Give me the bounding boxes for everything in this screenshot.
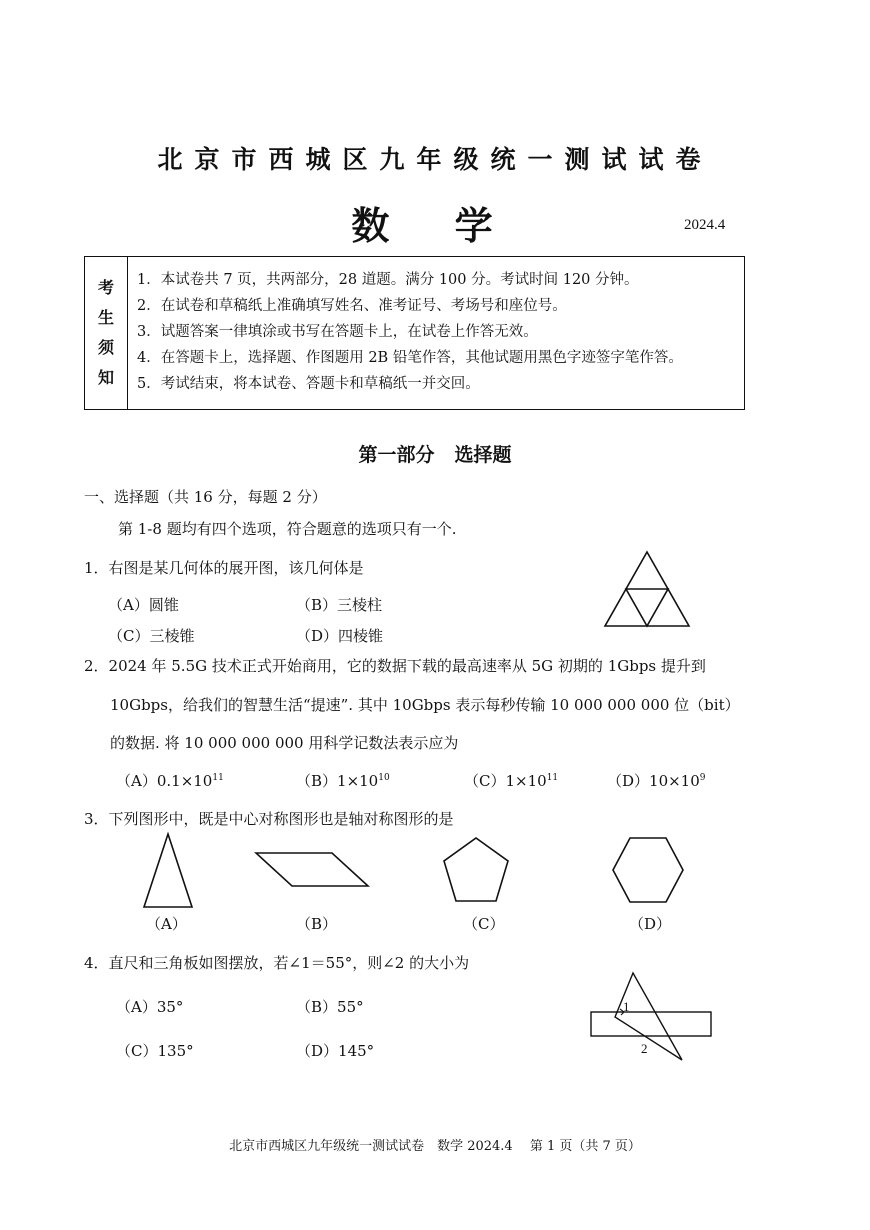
notice-items: [137, 267, 683, 397]
option-label: （B）: [296, 772, 338, 790]
q2-line-2: 10Gbps，给我们的智慧生活“提速”. 其中 10Gbps 表示每秒传输 10 000 000 000 位（bit）: [110, 696, 740, 714]
q2-line-3: 的数据. 将 10 000 000 000 用科学记数法表示应为: [110, 734, 459, 752]
section-instruction: 第 1-8 题均有四个选项，符合题意的选项只有一个.: [118, 520, 457, 538]
option-label: （D）: [607, 772, 650, 790]
option-exponent: 10: [378, 773, 390, 783]
q1-option-d: （D）四棱锥: [296, 627, 384, 645]
notice-item: 5．考试结束，将本试卷、答题卡和草稿纸一并交回。: [137, 376, 480, 392]
angle-1-label: 1: [623, 999, 630, 1014]
q2-option-d: [607, 770, 706, 791]
q3-hexagon-figure: [610, 835, 686, 905]
notice-label-char: 生: [97, 308, 114, 327]
q1-stem: 1．右图是某几何体的展开图，该几何体是: [84, 559, 364, 577]
notice-item: 4．在答题卡上，选择题、作图题用 2B 铅笔作答，其他试题用黑色字迹签字笔作答。: [137, 350, 683, 366]
notice-label-char: 知: [97, 368, 114, 387]
q1-option-b: （B）三棱柱: [296, 596, 383, 614]
q3-parallelogram-figure: [252, 850, 372, 890]
q3-label-c: （C）: [463, 915, 505, 933]
q4-option-b: （B）55°: [296, 998, 364, 1016]
notice-label: [85, 257, 128, 409]
q4-stem: 4．直尺和三角板如图摆放，若∠1＝55°，则∠2 的大小为: [84, 954, 470, 972]
notice-item: 2．在试卷和草稿纸上准确填写姓名、准考证号、考场号和座位号。: [137, 298, 567, 314]
option-exponent: 11: [212, 773, 224, 783]
notice-label-char: 考: [97, 278, 114, 297]
option-base: 1×10: [337, 772, 379, 790]
exam-title: 北京市西城区九年级统一测试试卷: [157, 145, 713, 174]
q3-label-d: （D）: [629, 915, 672, 933]
q1-option-a: （A）圆锥: [108, 596, 179, 614]
page-footer: 北京市西城区九年级统一测试试卷 数学 2024.4 第 1 页（共 7 页）: [229, 1139, 641, 1154]
part-heading: [0, 440, 870, 467]
q3-label-b: （B）: [296, 915, 338, 933]
notice-item: 1．本试卷共 7 页，共两部分，28 道题。满分 100 分。考试时间 120 分钟。: [137, 272, 639, 288]
q2-option-c: [464, 770, 558, 791]
option-base: 1×10: [505, 772, 547, 790]
q4-option-d: （D）145°: [296, 1042, 375, 1060]
q4-option-c: （C）135°: [116, 1042, 194, 1060]
q2-line-1: 2．2024 年 5.5G 技术正式开始商用，它的数据下载的最高速率从 5G 初期的 1Gbps 提升到: [84, 657, 706, 675]
option-exponent: 9: [699, 773, 706, 783]
q1-net-figure: [600, 548, 695, 630]
option-base: 0.1×10: [156, 772, 213, 790]
option-base: 10×10: [649, 772, 700, 790]
angle-2-label: 2: [641, 1041, 648, 1056]
q2-option-a: [116, 770, 224, 791]
q4-option-a: （A）35°: [116, 998, 184, 1016]
q3-label-a: （A）: [146, 915, 187, 933]
q2-option-b: [296, 770, 390, 791]
q3-pentagon-figure: [440, 835, 512, 905]
part-name: 选择题: [454, 444, 512, 466]
section-heading: 一、选择题（共 16 分，每题 2 分）: [84, 488, 327, 506]
q4-ruler-triangle-figure: [585, 965, 720, 1065]
notice-label-char: 须: [97, 338, 114, 357]
q3-triangle-figure: [140, 832, 196, 910]
part-number: 第一部分: [358, 444, 435, 466]
subject-title: 数 学: [351, 203, 519, 248]
q1-option-c: （C）三棱锥: [108, 627, 195, 645]
option-label: （C）: [464, 772, 506, 790]
notice-item: 3．试题答案一律填涂或书写在答题卡上，在试卷上作答无效。: [137, 324, 538, 340]
candidate-notice-box: [84, 256, 745, 410]
option-exponent: 11: [546, 773, 559, 783]
q3-stem: 3．下列图形中，既是中心对称图形也是轴对称图形的是: [84, 810, 454, 828]
exam-date: 2024.4: [684, 217, 726, 233]
option-label: （A）: [116, 772, 157, 790]
